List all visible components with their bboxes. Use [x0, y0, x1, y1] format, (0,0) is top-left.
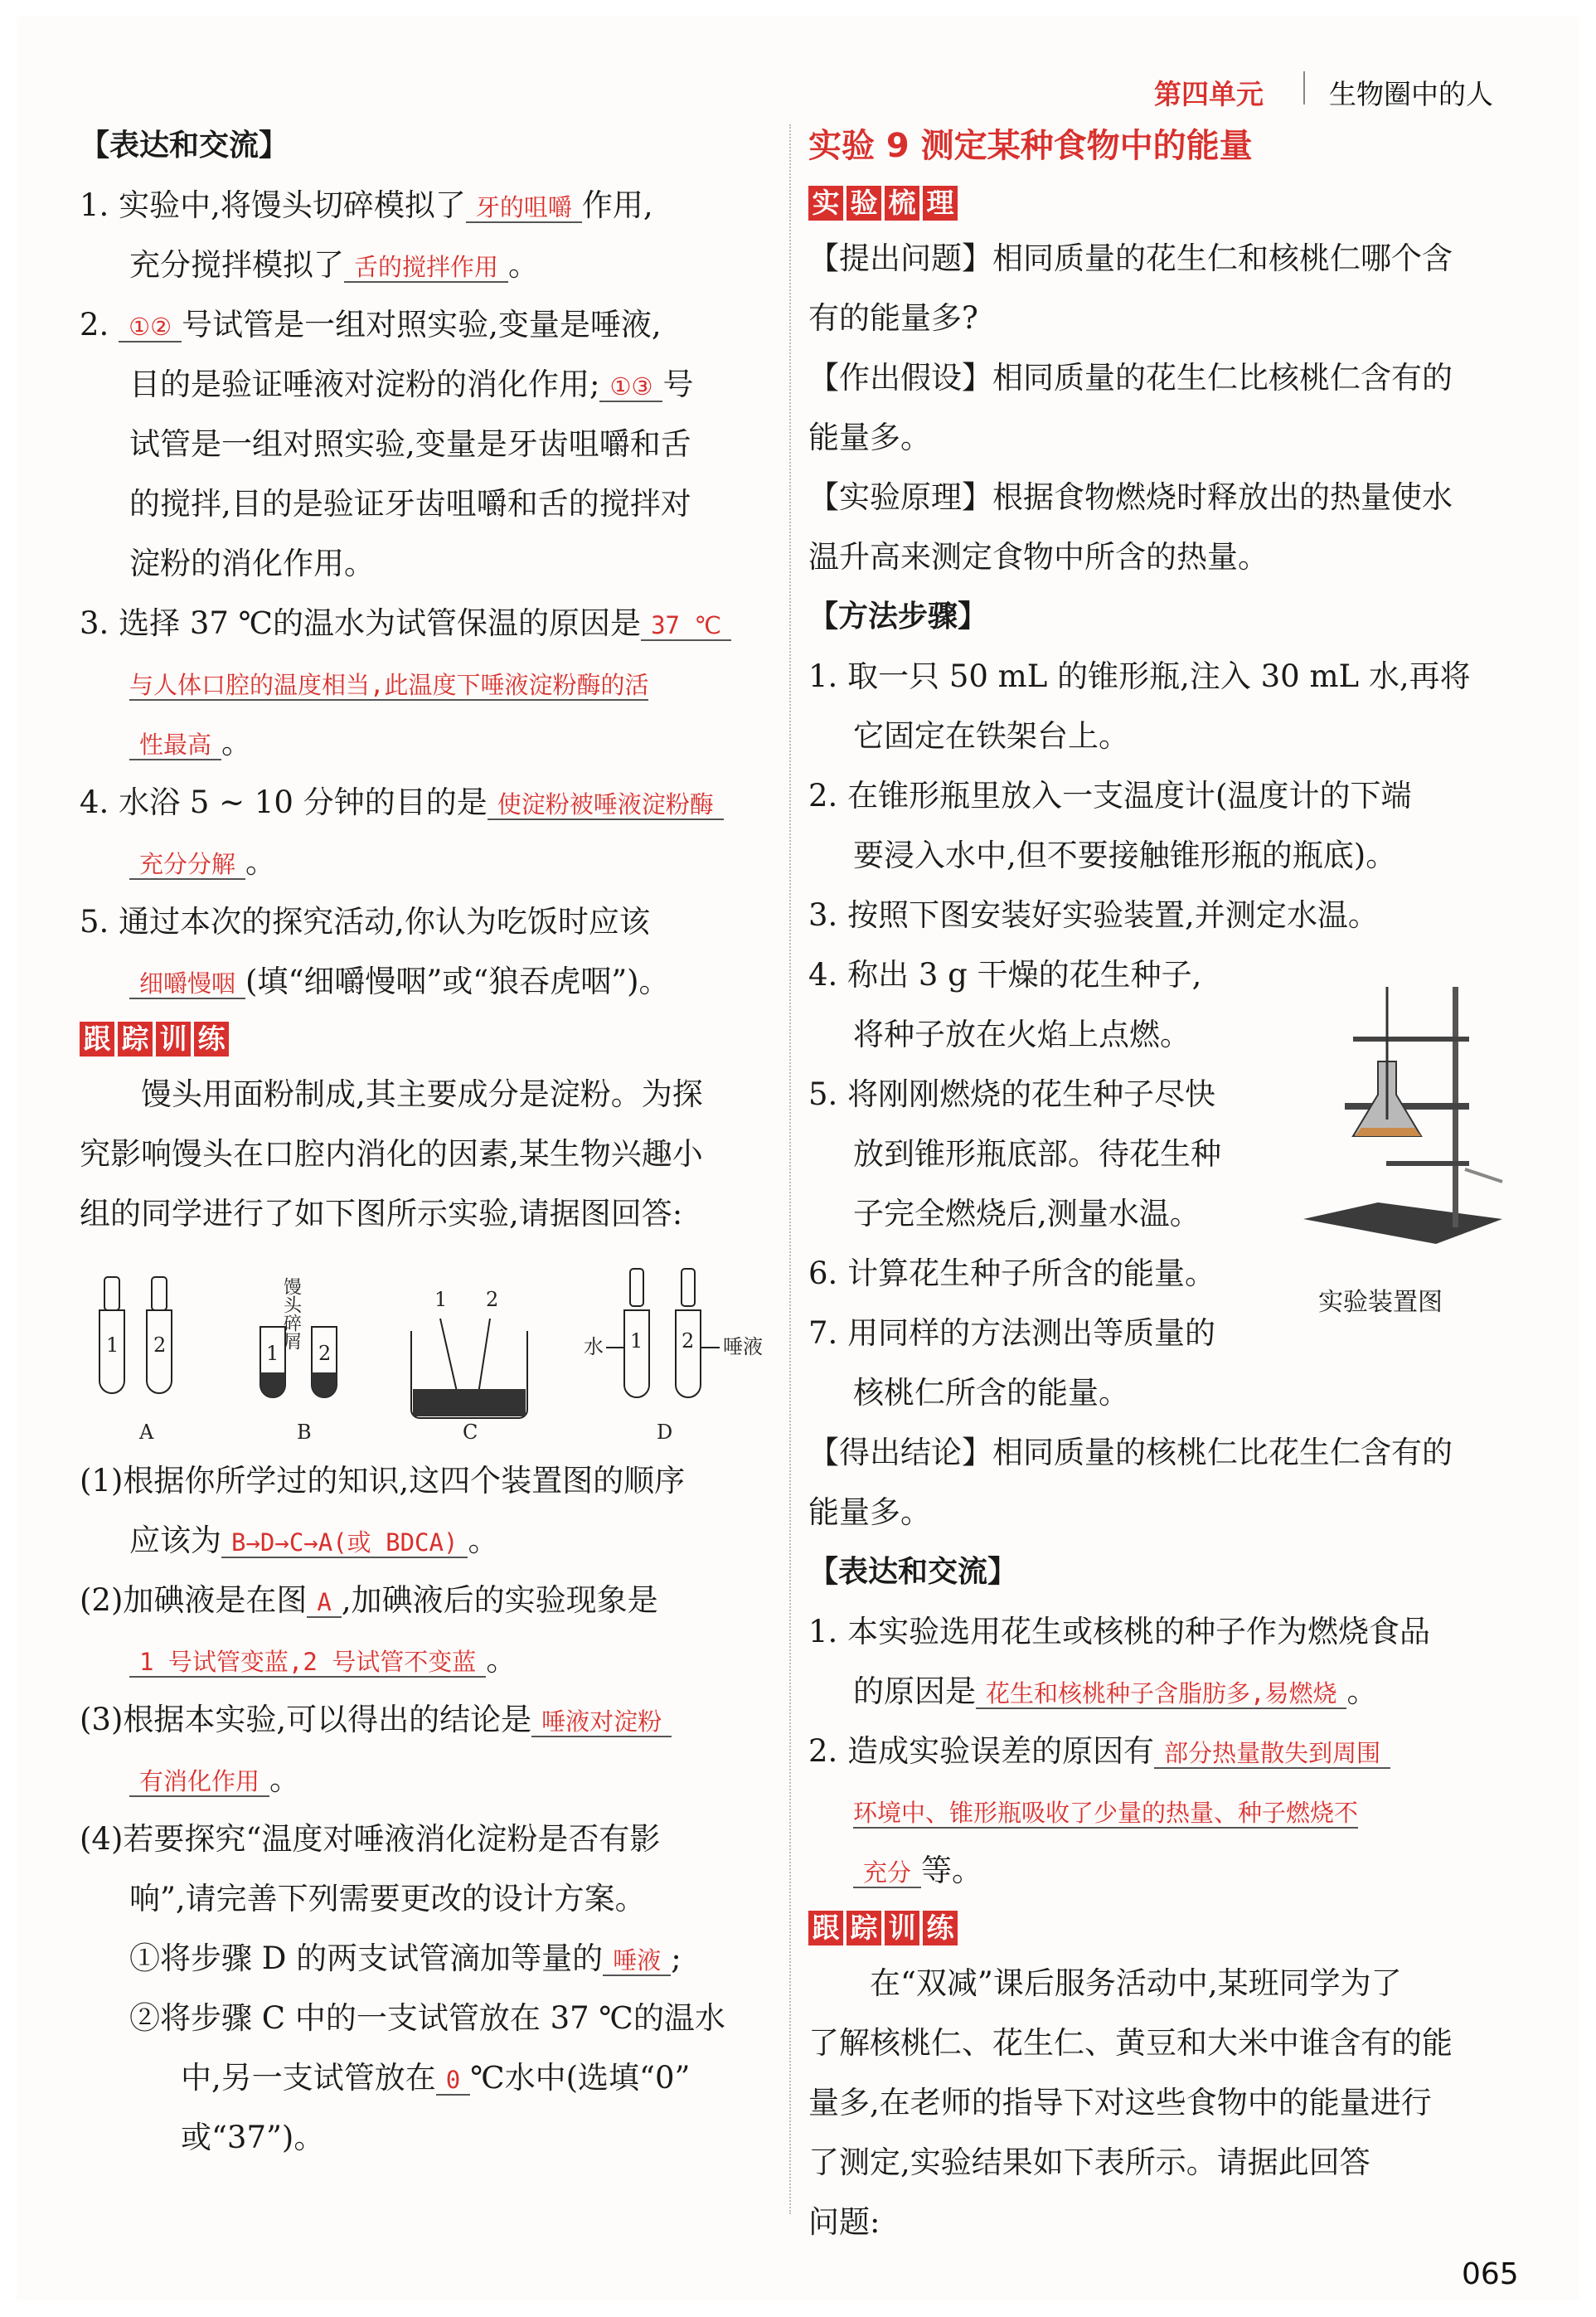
- question-3: 3. 选择 37 ℃的温水为试管保温的原因是 37 ℃: [80, 594, 780, 653]
- answer-blank: 有消化作用: [129, 1767, 269, 1797]
- answer-blank: 与人体口腔的温度相当,此温度下唾液淀粉酶的活: [129, 671, 649, 699]
- question-5-cont: 细嚼慢咽 (填“细嚼慢咽”或“狼吞虎咽”)。: [80, 952, 780, 1012]
- left-column: [80, 116, 780, 2168]
- question-3-cont: [80, 653, 780, 713]
- question-1: 1. 实验中,将馒头切碎模拟了 牙的咀嚼 作用,: [80, 187, 653, 223]
- answer-blank: 1 号试管变蓝,2 号试管不变蓝: [129, 1648, 486, 1678]
- question-2: 2. ①② 号试管是一组对照实验,变量是唾液,: [80, 307, 662, 342]
- communication-2-cont: [808, 1781, 1505, 1841]
- question-2-cont: 的搅拌,目的是验证牙齿咀嚼和舌的搅拌对: [129, 486, 691, 522]
- hypothesis-section: 【作出假设】相同质量的花生仁比核桃仁含有的: [808, 360, 1453, 396]
- test-tube-diagram: [80, 1244, 780, 1451]
- question-3-cont: 性最高 。: [80, 713, 780, 773]
- conclusion-section: 能量多。: [808, 1494, 931, 1530]
- fig-tube-label: 2: [318, 1342, 332, 1365]
- fig-tube-label: 2: [153, 1333, 167, 1357]
- communication-1: 1. 本实验选用花生或核桃的种子作为燃烧食品: [808, 1614, 1431, 1649]
- training-text: 了测定,实验结果如下表所示。请据此回答: [808, 2145, 1370, 2180]
- step-6: 6. 计算花生种子所含的能量。: [808, 1256, 1216, 1291]
- question-4: 4. 水浴 5 ~ 10 分钟的目的是 使淀粉被唾液淀粉酶: [80, 773, 780, 833]
- answer-blank: B→D→C→A(或 BDCA): [221, 1528, 468, 1558]
- communication-heading: 【表达和交流】: [808, 1555, 1018, 1589]
- fig-label-A: A: [139, 1421, 154, 1444]
- answer-blank: 牙的咀嚼: [466, 193, 582, 223]
- subquestion-4-step: ②将步骤 C 中的一支试管放在 37 ℃的温水: [129, 2000, 725, 2036]
- tracking-training-tag: 跟 踪 训 练: [80, 1022, 232, 1056]
- intro-text: 馒头用面粉制成,其主要成分是淀粉。为探: [141, 1076, 703, 1112]
- hypothesis-section: 能量多。: [808, 420, 931, 455]
- question-section: 有的能量多?: [808, 300, 978, 336]
- subquestion-4: (4)若要探究“温度对唾液消化淀粉是否有影: [80, 1821, 661, 1857]
- header-title: 生物圈中的人: [1329, 78, 1493, 110]
- step-3: 3. 按照下图安装好实验装置,并测定水温。: [808, 897, 1379, 933]
- header-divider: [1303, 71, 1305, 104]
- column-divider: [789, 124, 792, 2214]
- fig-label-B: B: [297, 1421, 312, 1444]
- fig-mantou-label: 馒头碎屑: [280, 1277, 302, 1350]
- step-4-cont: 将种子放在火焰上点燃。: [853, 1017, 1191, 1052]
- communication-2-cont: 充分 等。: [808, 1841, 1505, 1901]
- step-7-cont: 核桃仁所含的能量。: [853, 1375, 1129, 1411]
- fig-tube-label: 1: [106, 1333, 119, 1357]
- answer-blank: 使淀粉被唾液淀粉酶: [488, 790, 724, 820]
- experiment-figure: [80, 1244, 780, 1451]
- answer-blank: 舌的搅拌作用: [344, 253, 508, 283]
- fig-tube-label: 2: [486, 1288, 499, 1311]
- answer-blank: 唾液: [603, 1946, 671, 1976]
- answer-blank: 部分热量散失到周围: [1154, 1739, 1390, 1769]
- fig-tube-label: 2: [682, 1329, 695, 1353]
- subquestion-4-cont: 或“37”)。: [181, 2120, 325, 2155]
- fig-tube-label: 1: [434, 1288, 448, 1311]
- answer-blank: 花生和核桃种子含脂肪多,易燃烧: [976, 1679, 1346, 1709]
- apparatus-figure: [1287, 970, 1511, 1261]
- subquestion-3-cont: 有消化作用 。: [80, 1750, 780, 1809]
- subquestion-2: (2)加碘液是在图 A ,加碘液后的实验现象是: [80, 1582, 658, 1618]
- section-heading: 【表达和交流】: [80, 129, 289, 163]
- principle-section: 【实验原理】根据食物燃烧时释放出的热量使水: [808, 479, 1453, 515]
- fig-water-label: 水: [584, 1335, 604, 1358]
- step-7: 7. 用同样的方法测出等质量的: [808, 1315, 1216, 1351]
- experiment-review-tag: 实 验 梳 理: [808, 186, 961, 221]
- fig-label-D: D: [657, 1421, 673, 1444]
- page-number: 065: [1462, 2257, 1519, 2291]
- header-unit: 第四单元: [1154, 78, 1264, 110]
- question-2-cont: 淀粉的消化作用。: [129, 546, 375, 581]
- subquestion-4-step: ①将步骤 D 的两支试管滴加等量的 唾液 ;: [129, 1941, 682, 1976]
- answer-blank: 0: [436, 2066, 470, 2096]
- conclusion-section: 【得出结论】相同质量的核桃仁比花生仁含有的: [808, 1435, 1453, 1470]
- training-text: 问题:: [808, 2204, 880, 2240]
- subquestion-4-cont: 中,另一支试管放在 0 ℃水中(选填“0”: [181, 2060, 691, 2096]
- training-text: 在“双减”课后服务活动中,某班同学为了: [870, 1965, 1402, 2001]
- answer-blank: 性最高: [129, 731, 221, 760]
- subquestion-1: (1)根据你所学过的知识,这四个装置图的顺序: [80, 1463, 686, 1499]
- step-5: 5. 将刚刚燃烧的花生种子尽快: [808, 1076, 1216, 1112]
- answer-blank: A: [307, 1588, 341, 1618]
- fig-label-C: C: [463, 1421, 478, 1444]
- intro-text: 组的同学进行了如下图所示实验,请据图回答:: [80, 1196, 683, 1231]
- answer-blank: 唾液对淀粉: [531, 1707, 672, 1737]
- step-1: 1. 取一只 50 mL 的锥形瓶,注入 30 mL 水,再将: [808, 658, 1471, 694]
- subquestion-3: (3)根据本实验,可以得出的结论是 唾液对淀粉: [80, 1690, 780, 1750]
- subquestion-4-cont: 响”,请完善下列需要更改的设计方案。: [129, 1881, 646, 1916]
- answer-blank: 37 ℃: [641, 611, 731, 641]
- communication-1-cont: 的原因是 花生和核桃种子含脂肪多,易燃烧 。: [853, 1673, 1378, 1709]
- training-text: 量多,在老师的指导下对这些食物中的能量进行: [808, 2085, 1432, 2120]
- step-1-cont: 它固定在铁架台上。: [853, 718, 1129, 754]
- question-5: 5. 通过本次的探究活动,你认为吃饭时应该: [80, 904, 650, 940]
- communication-2: 2. 造成实验误差的原因有 部分热量散失到周围: [808, 1722, 1505, 1781]
- step-2: 2. 在锥形瓶里放入一支温度计(温度计的下端: [808, 778, 1412, 814]
- fig-saliva-label: 唾液: [723, 1335, 763, 1358]
- answer-blank: ①③: [599, 372, 662, 402]
- step-5-cont: 放到锥形瓶底部。待花生种: [853, 1136, 1221, 1172]
- question-2-cont: 试管是一组对照实验,变量是牙齿咀嚼和舌: [129, 426, 691, 462]
- fig-tube-label: 1: [266, 1342, 279, 1365]
- fig-tube-label: 1: [630, 1329, 643, 1353]
- question-1-cont: 充分搅拌模拟了 舌的搅拌作用 。: [129, 247, 540, 283]
- subquestion-1-cont: 应该为 B→D→C→A(或 BDCA) 。: [129, 1523, 499, 1558]
- apparatus-illustration: [1287, 970, 1511, 1261]
- step-5-cont: 子完全燃烧后,测量水温。: [853, 1196, 1201, 1231]
- tracking-training-tag: 跟 踪 训 练: [808, 1911, 961, 1945]
- question-section: 【提出问题】相同质量的花生仁和核桃仁哪个含: [808, 240, 1453, 276]
- step-2-cont: 要浸入水中,但不要接触锥形瓶的瓶底)。: [853, 838, 1397, 873]
- training-text: 了解核桃仁、花生仁、黄豆和大米中谁含有的能: [808, 2025, 1453, 2061]
- answer-blank: ①②: [119, 313, 182, 342]
- answer-blank: 环境中、锥形瓶吸收了少量的热量、种子燃烧不: [853, 1799, 1359, 1827]
- step-4: 4. 称出 3 g 干燥的花生种子,: [808, 957, 1202, 993]
- apparatus-caption: 实验装置图: [1318, 1288, 1443, 1317]
- answer-blank: 充分: [853, 1858, 921, 1888]
- question-4-cont: 充分分解 。: [80, 833, 780, 892]
- question-2-cont: 目的是验证唾液对淀粉的消化作用; ①③ 号: [129, 367, 694, 402]
- experiment-title: 实验 9 测定某种食物中的能量: [808, 127, 1253, 165]
- answer-blank: 充分分解: [129, 850, 245, 880]
- principle-section: 温升高来测定食物中所含的热量。: [808, 539, 1269, 575]
- subquestion-2-cont: 1 号试管变蓝,2 号试管不变蓝 。: [80, 1630, 780, 1690]
- answer-blank: 细嚼慢咽: [129, 969, 245, 999]
- method-heading: 【方法步骤】: [808, 600, 988, 634]
- intro-text: 究影响馒头在口腔内消化的因素,某生物兴趣小: [80, 1136, 703, 1172]
